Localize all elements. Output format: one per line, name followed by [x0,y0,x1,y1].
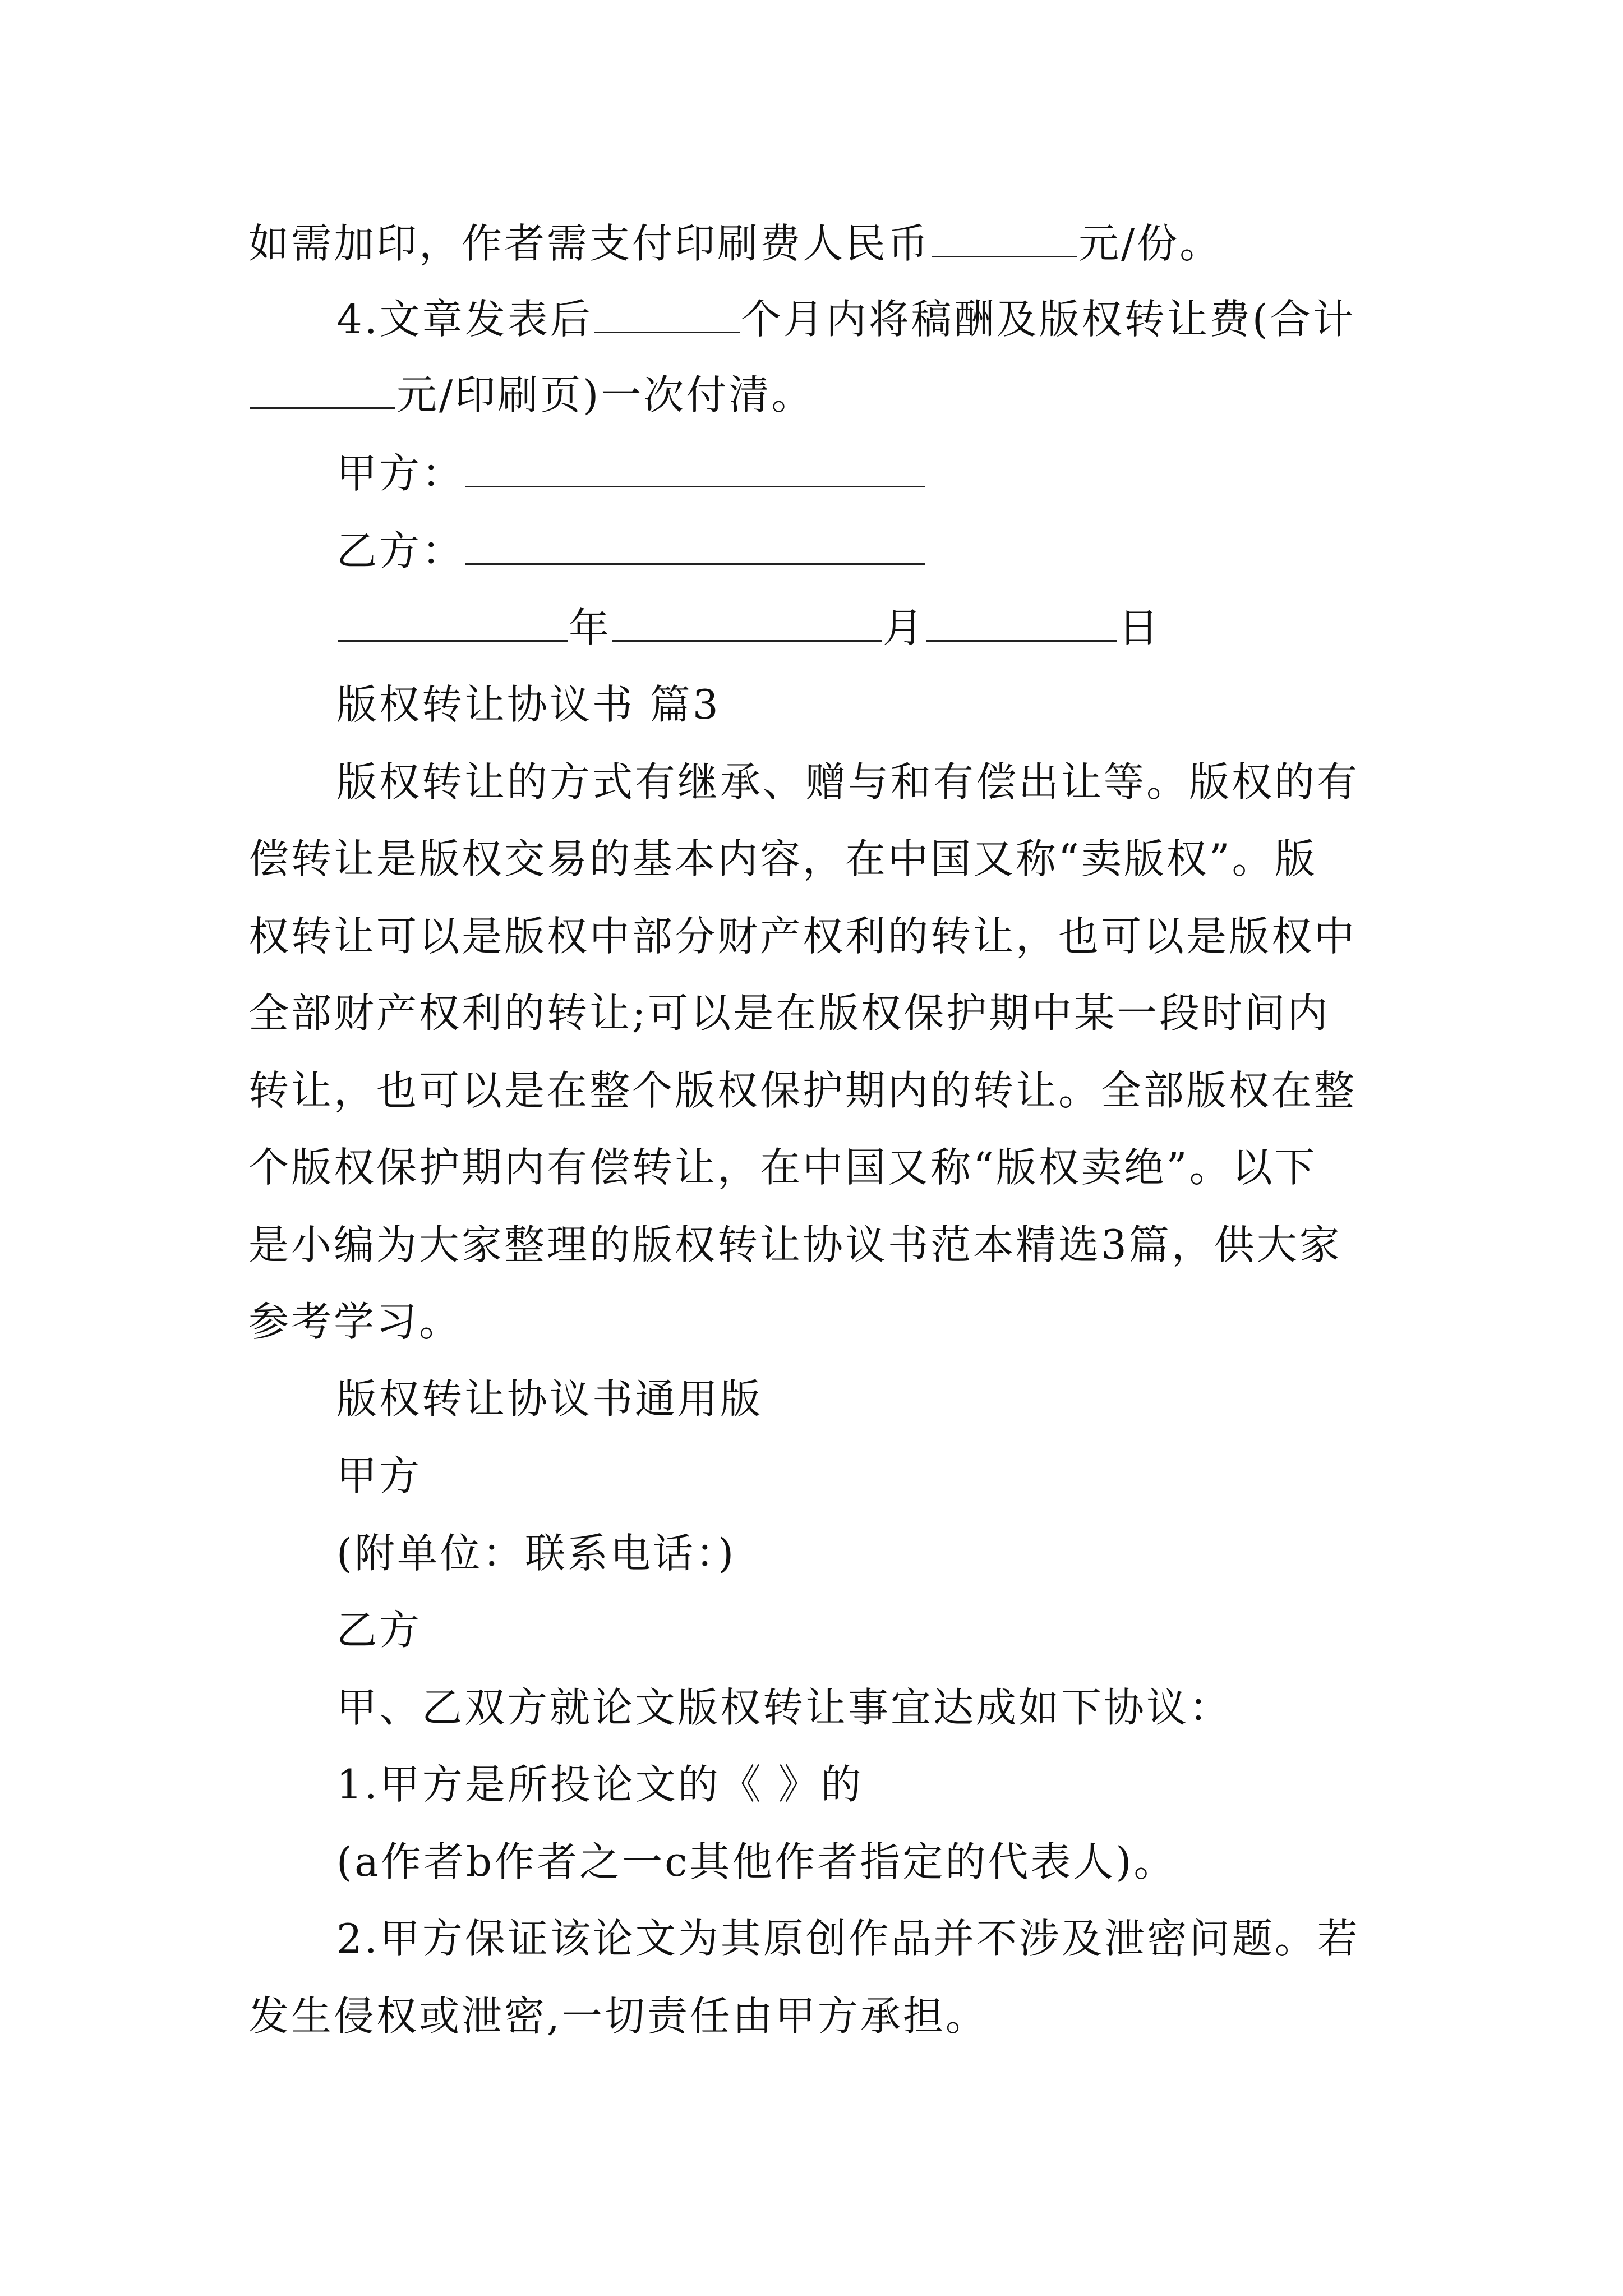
blank-field-fee [932,223,1077,257]
date-line [336,604,1380,651]
text-line-item-4 [336,296,1380,343]
section-heading: 版权转让协议书 篇3 [336,681,721,728]
party-a-label: 甲方： [336,450,465,497]
clause-1-options: (a作者b作者之一c其他作者指定的代表人)。 [336,1838,1177,1885]
clause-1: 1.甲方是所投论文的《 》的 [336,1761,864,1808]
print-fee-text: 如需加印，作者需支付印刷费人民币 [248,220,931,267]
blank-field-party-a [465,453,925,487]
paragraph-line: 是小编为大家整理的版权转让协议书范本精选3篇，供大家 [248,1221,1342,1268]
paragraph-line: 参考学习。 [248,1298,462,1345]
paragraph-line: 偿转让是版权交易的基本内容，在中国又称“卖版权”。版 [248,835,1317,882]
agreement-intro: 甲、乙双方就论文版权转让事宜达成如下协议： [336,1684,1232,1731]
blank-field-year [338,608,568,642]
print-fee-unit: 元/份。 [1078,220,1223,267]
paragraph-line: 全部财产权利的转让;可以是在版权保护期中某一段时间内 [248,990,1330,1037]
signature-line-party-b [336,527,1380,574]
clause-2-cont: 发生侵权或泄密,一切责任由甲方承担。 [248,1993,988,2040]
paragraph-line: 权转让可以是版权中部分财产权利的转让，也可以是版权中 [248,913,1357,960]
contact-note: (附单位：联系电话：) [336,1530,736,1577]
party-b-label: 乙方： [336,527,465,574]
text-line-item-4-cont [248,371,1381,418]
year-label: 年 [569,604,612,651]
month-label: 月 [883,604,926,651]
blank-field-month [612,608,882,642]
paragraph-line: 转让，也可以是在整个版权保护期内的转让。全部版权在整 [248,1067,1357,1114]
text-line-print-fee [248,220,1381,267]
day-label: 日 [1118,604,1161,651]
party-a-heading: 甲方 [336,1452,422,1499]
item-4-rate-text: 元/印刷页)一次付清。 [396,371,814,418]
item-4-text-cont: 个月内将稿酬及版权转让费(合计 [740,296,1355,343]
item-4-text: 4.文章发表后 [336,296,593,343]
paragraph-line: 个版权保护期内有偿转让，在中国又称“版权卖绝”。以下 [248,1144,1317,1191]
clause-2: 2.甲方保证该论文为其原创作品并不涉及泄密问题。若 [336,1915,1360,1962]
paragraph-line: 版权转让的方式有继承、赠与和有偿出让等。版权的有 [336,758,1360,806]
signature-line-party-a [336,450,1380,497]
blank-field-day [926,608,1117,642]
blank-field-months [594,299,740,333]
blank-field-party-b [465,531,925,565]
blank-field-page-rate [250,375,395,409]
agreement-title: 版权转让协议书通用版 [336,1375,763,1423]
party-b-heading: 乙方 [336,1607,422,1654]
